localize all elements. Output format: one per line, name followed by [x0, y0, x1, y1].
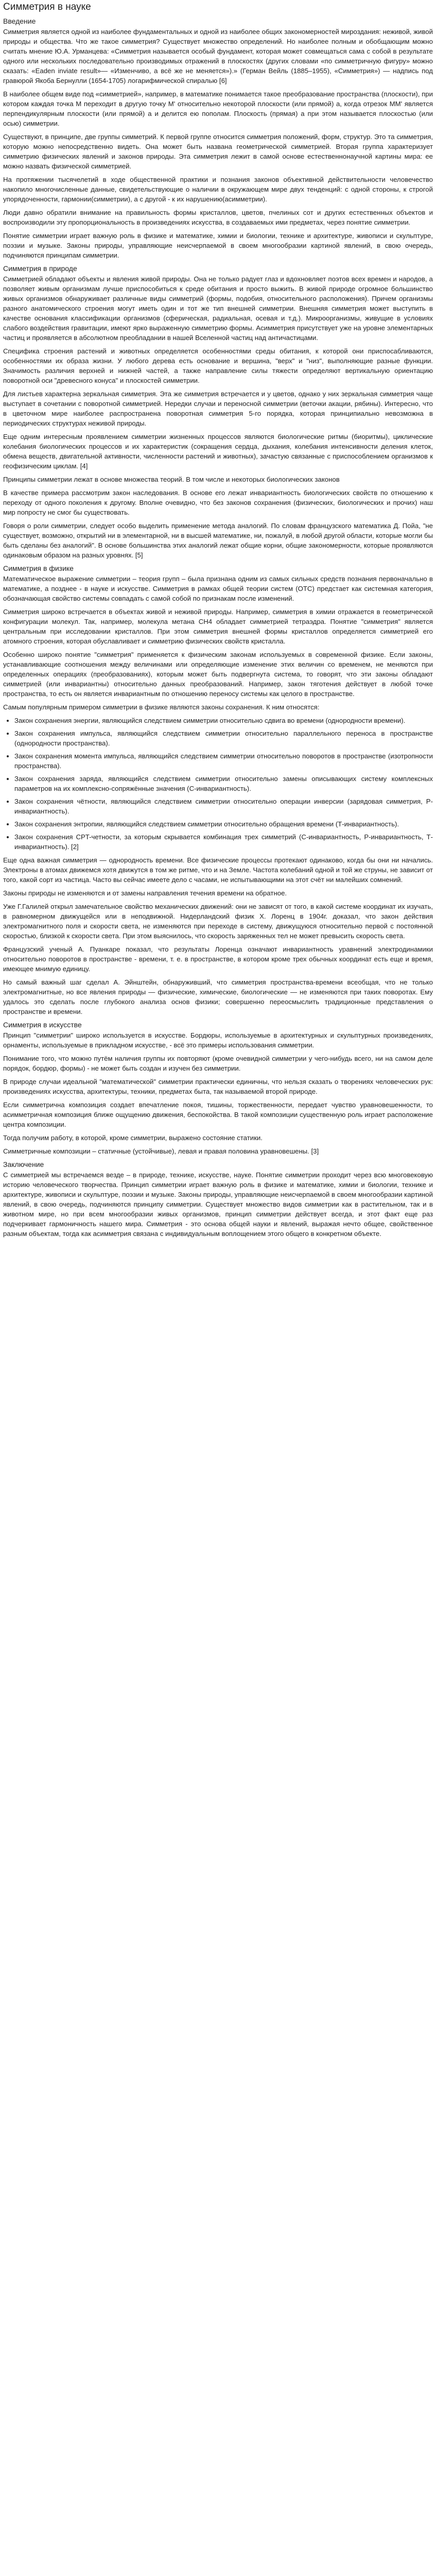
list-item: • Закон сохранения момента импульса, являющийся следствием симметрии относительно поворотов в пространстве (изотропности пространства).	[14, 751, 433, 771]
paragraph: Симметричные композиции – статичные (устойчивые), левая и правая половина уравновешены. [3]	[3, 1147, 319, 1155]
list-item: • Закон сохранения импульса, являющийся следствием симметрии относительно параллельного переноса в пространстве (однородности пространства).	[14, 728, 433, 748]
section-heading: Симметрия в природе	[3, 264, 77, 273]
paragraph: Но самый важный шаг сделал А. Эйнштейн, обнаруживший, что симметрия пространства-времени всеобщая, что не только электромагнитные, но все явления природы — физические, химические, биологические — не изменяются при таких поворотах. Ему удалось это сделать после глубокого анализа основ физики; совершенно переосмыслить традиционные представления о пространстве и времени.	[3, 978, 433, 1015]
paragraph: Тогда получим работу, в которой, кроме симметрии, выражено состояние статики.	[3, 1134, 263, 1142]
paragraph: В качестве примера рассмотрим закон наследования. В основе его лежат инвариантность биологических свойств по отношению к переходу от одного поколения к другому. Вполне очевидно, что без законов сохранения (физических, биологических и прочих) наш мир попросту не смог бы существовать.	[3, 489, 433, 516]
paragraph: Понятие симметрии играет важную роль в физике и математике, химии и биологии, технике и архитектуре, живописи и скульптуре, поэзии и музыке. Законы природы, управляющие неисчерпаемой в своем многообразии картиной явлений, в свою очередь, подчиняются принципам симметрии.	[3, 232, 433, 259]
list-item: • Закон сохранения CPT-четности, за которым скрывается комбинация трех симметрий (С-инвариантность, Р-инвариантность, Т-инвариантность). [2]	[14, 832, 433, 852]
paragraph: Законы природы не изменяются и от замены направления течения времени на обратное.	[3, 889, 287, 897]
list-item: • Закон сохранения чётности, являющийся следствием симметрии относительно операции инверсии (зарядовая симметрия, Р- инвариантность).	[14, 796, 433, 816]
list-item: • Закон сохранения энтропии, являющийся следствием симметрии относительно обращения времени (Т-инвариантность).	[14, 819, 433, 829]
paragraph: Если симметрична композиция создает впечатление покоя, тишины, торжественности, передает чувство уравновешенности, то асимметричная композиция ближе ощущению движения, беспокойства. В такой композиции существенную роль играет расположение центра композиции.	[3, 1101, 433, 1128]
paragraph: Симметрией обладают объекты и явления живой природы. Она не только радует глаз и вдохновляет поэтов всех времен и народов, а позволяет живым организмам лучше приспособиться к среде обитания и просто выжить. В живой природе огромное большинство живых организмов обнаруживает различные виды симметрий (формы, подобия, относительного расположения). Причем организмы разного анатомического строения могут иметь один и тот же тип внешней симметрии. Внешняя симметрия может выступить в качестве основания классификации организмов (сферическая, радиальная, осевая и т.д.). Микроорганизмы, живущие в условиях слабого воздействия гравитации, имеют ярко выраженную симметрию формы. Асимметрия присутствует уже на уровне элементарных частиц и проявляется в абсолютном преобладании в нашей Вселенной частиц над античастицами.	[3, 275, 433, 342]
article	[0, 0, 436, 1247]
article-body	[3, 16, 433, 1239]
page-title: Симметрия в науке	[3, 2, 91, 12]
paragraph: На протяжении тысячелетий в ходе общественной практики и познания законов объективной действительности человечество накопило многочисленные данные, свидетельствующие о наличии в окружающем мире двух тенденций: с одной стороны, к строгой упорядоченности, гармонии(симметрии), а с другой - к их нарушению(асимметрии).	[3, 176, 433, 203]
paragraph: Самым популярным примером симметрии в физике являются законы сохранения. К ним относятся:	[3, 703, 320, 711]
paragraph: Симметрия является одной из наиболее фундаментальных и одной из наиболее общих закономерностей мироздания: неживой, живой природы и общества. Что же такое симметрия? Существует множество определений. Но наиболее полным и обобщающим можно считать мнение Ю.А. Урманцева: «Симметрия называется особый фундамент, которая может совмещаться сама с собой в результате одного или нескольких последовательно производимых отражений в плоскостях (других словами «по симметричную фигуру» можно сказать: «Eaden inviate result»— «Изменчиво, а всё же не меняется»).» (Герман Вейль (1885–1955), «Симметрия») — надпись под гравюрой Якоба Бернулли (1654-1705) логарифмической спиралью [6]	[3, 28, 433, 84]
paragraph: Особенно широко понятие "симметрия" применяется к физическим законам используемых в современной физике. Если законы, устанавливающие соотношения между величинами или определяющие изменение этих величин со временем, не меняются при определенных операциях (преобразованиях), которым может быть подвергнута система, то говорят, что эти законы обладают симметрией (или инвариантны) относительно данных преобразований. Например, закон тяготения действует в любой точке пространства, то есть он является инвариантным по отношению переносу системы как целого в пространстве.	[3, 651, 433, 698]
paragraph: В наиболее общем виде под «симметрией», например, в математике понимается такое преобразование пространства (плоскости), при котором каждая точка М переходит в другую точку М' относительно некоторой плоскости (или прямой) а, когда отрезок ММ' является перпендикулярным плоскости (или прямой) а и делится ею пополам. Плоскость (прямая) а при этом называется плоскостью (или осью) симметрии.	[3, 90, 433, 127]
paragraph: Принцип "симметрии" широко используется в искусстве. Бордюры, используемые в архитектурных и скульптурных произведениях, орнаменты, используемые в прикладном искусстве, - всё это примеры использования симметрии.	[3, 1031, 433, 1049]
bullet-list	[3, 716, 433, 852]
list-item: • Закон сохранения энергии, являющийся следствием симметрии относительно сдвига во времени (однородности времени).	[14, 716, 433, 725]
paragraph: Еще одна важная симметрия — однородность времени. Все физические процессы протекают одинаково, когда бы они ни начались. Электроны в атомах движемся хотя движутся в том же ритме, что и на Земле. Частота колебаний одной и той же струны, не зависит от того, какой сорт из частица. Часто вы сейчас имеете дело с часами, не испытывающими на этот счёт ни малейших сомнений.	[3, 856, 433, 884]
paragraph: Люди давно обратили внимание на правильность формы кристаллов, цветов, пчелиных сот и других естественных объектов и воспроизводили эту пропорциональность в произведениях искусства, в создаваемых ими предметах, через понятие симметрии.	[3, 209, 433, 226]
paragraph: В природе случаи идеальной "математической" симметрии практически единичны, что нельзя сказать о творениях человеческих рук: произведениях искусства, архитектуры, техники, предметах быта, так называемой второй природе.	[3, 1078, 433, 1095]
section-heading: Заключение	[3, 1160, 44, 1168]
paragraph: Математическое выражение симметрии – теория групп – была признана одним из самых сильных средств познания первоначально в математике, а позднее - в науке и искусстве. Симметрия в рамках общей теории систем (ОТС) предстает как системная категория, обозначающая свойство системы совпадать с самой собой по признакам после изменений.	[3, 575, 433, 602]
paragraph: С симметрией мы встречаемся везде – в природе, технике, искусстве, науке. Понятие симметрии проходит через всю многовековую историю человеческого творчества. Принцип симметрии играет важную роль в физике и математике, химии и биологии, технике и архитектуре, живописи и скульптуре, поэзии и музыке. Законы природы, управляющие неисчерпаемой в своем многообразии картиной явлений, в свою очередь, подчиняются принципу симметрии. Существует множество видов симметрии как в растительном, так и в животном мире, но при всем многообразии живых организмов, принцип симметрии действует всегда, и этот факт еще раз подчеркивает гармоничность нашего мира. Симметрия - это основа общей науки и явлений, выражая нечто общее, свойственное разным объектам, тогда как асимметрия связана с индивидуальным воплощением этого общего в конкретном объекте.	[3, 1171, 433, 1238]
paragraph: Принципы симметрии лежат в основе множества теорий. В том числе и некоторых биологических законов	[3, 476, 340, 483]
paragraph: Понимание того, что можно путём наличия группы их повторяют (кроме очевидной симметрии у чего-нибудь всего, ни на самом деле порядок, бордюр, формы) - не может быть создан и изучен без симметрии.	[3, 1055, 433, 1072]
paragraph: Уже Г.Галилей открыл замечательное свойство механических движений: они не зависят от того, в какой системе координат их изучать, в равномерном движущейся или в неподвижной. Нидерландский физик Х. Лоренц в 1904г. доказал, что закон действия электромагнитного поля и скорости света, не изменяются при переходе в систему, движущуюся относительно первой с постоянной скоростью, близкой к скорости света. При этом выяснилось, что скорость заряженных тел не может превысить скорость света.	[3, 903, 433, 940]
paragraph: Симметрия широко встречается в объектах живой и неживой природы. Например, симметрия в химии отражается в геометрической конфигурации молекул. Так, например, молекула метана CH4 обладает симметрией тетраэдра. Понятие "симметрия" является центральным при исследовании кристаллов. При этом симметрия внешней формы кристаллов определяется симметрией его атомного строения, которая обуславливает и симметрию физических свойств кристалла.	[3, 608, 433, 645]
list-item: • Закон сохранения заряда, являющийся следствием симметрии относительно замены описывающих систему комплексных параметров на их комплексно-сопряжённые значения (С-инвариантность).	[14, 774, 433, 793]
section-heading: Симметрия в физике	[3, 564, 74, 572]
section-heading: Введение	[3, 17, 36, 25]
paragraph: Французский ученый А. Пуанкаре показал, что результаты Лоренца означают инвариантность уравнений электродинамики относительно поворотов в пространстве - времени, т. е. в пространстве, в котором кроме трех обычных координат есть еще и время, имеющее мнимую единицу.	[3, 945, 433, 973]
paragraph: Для листьев характерна зеркальная симметрия. Эта же симметрия встречается и у цветов, однако у них зеркальная симметрия чаще выступает в сочетании с поворотной симметрией. Нередки случаи и переносной симметрии (веточки акации, рябины). Интересно, что в цветочном мире наиболее распространена поворотная симметрия 5-го порядка, которая принципиально невозможна в периодических структурах неживой природы.	[3, 390, 433, 427]
paragraph: Специфика строения растений и животных определяется особенностями среды обитания, к которой они приспосабливаются, особенностями их образа жизни. У любого дерева есть основание и вершина, "верх" и "низ", выполняющие разные функции. Значимость различия верхней и нижней частей, а также направление силы тяжести определяют вертикальную ориентацию поворотной оси "древесного конуса" и плоскостей симметрии.	[3, 347, 433, 384]
paragraph: Еще одним интересным проявлением симметрии жизненных процессов являются биологические ритмы (биоритмы), циклические колебания биологических процессов и их характеристик (сокращения сердца, дыхания, колебания интенсивности деления клеток, обмена веществ, двигательной активности, численности растений и животных), зачастую связанные с приспособлением организмов к геофизическим циклам. [4]	[3, 433, 433, 470]
section-heading: Симметрия в искусстве	[3, 1021, 82, 1029]
paragraph: Существуют, в принципе, две группы симметрий. К первой группе относится симметрия положений, форм, структур. Это та симметрия, которую можно непосредственно видеть. Она может быть названа геометрической симметрией. Вторая группа характеризует симметрию физических явлений и законов природы. Эта симметрия лежит в самой основе естественнонаучной картины мира: ее можно назвать физической симметрией.	[3, 133, 433, 170]
paragraph: Говоря о роли симметрии, следует особо выделить применение метода аналогий. По словам французского математика Д. Пойа, "не существует, возможно, открытий ни в элементарной, ни в высшей математике, ни, пожалуй, в любой другой области, которые могли бы быть сделаны без аналогий". В основе большинства этих аналогий лежат общие корни, общие закономерности, которые проявляются одинаковым образом на разных уровнях. [5]	[3, 522, 433, 559]
